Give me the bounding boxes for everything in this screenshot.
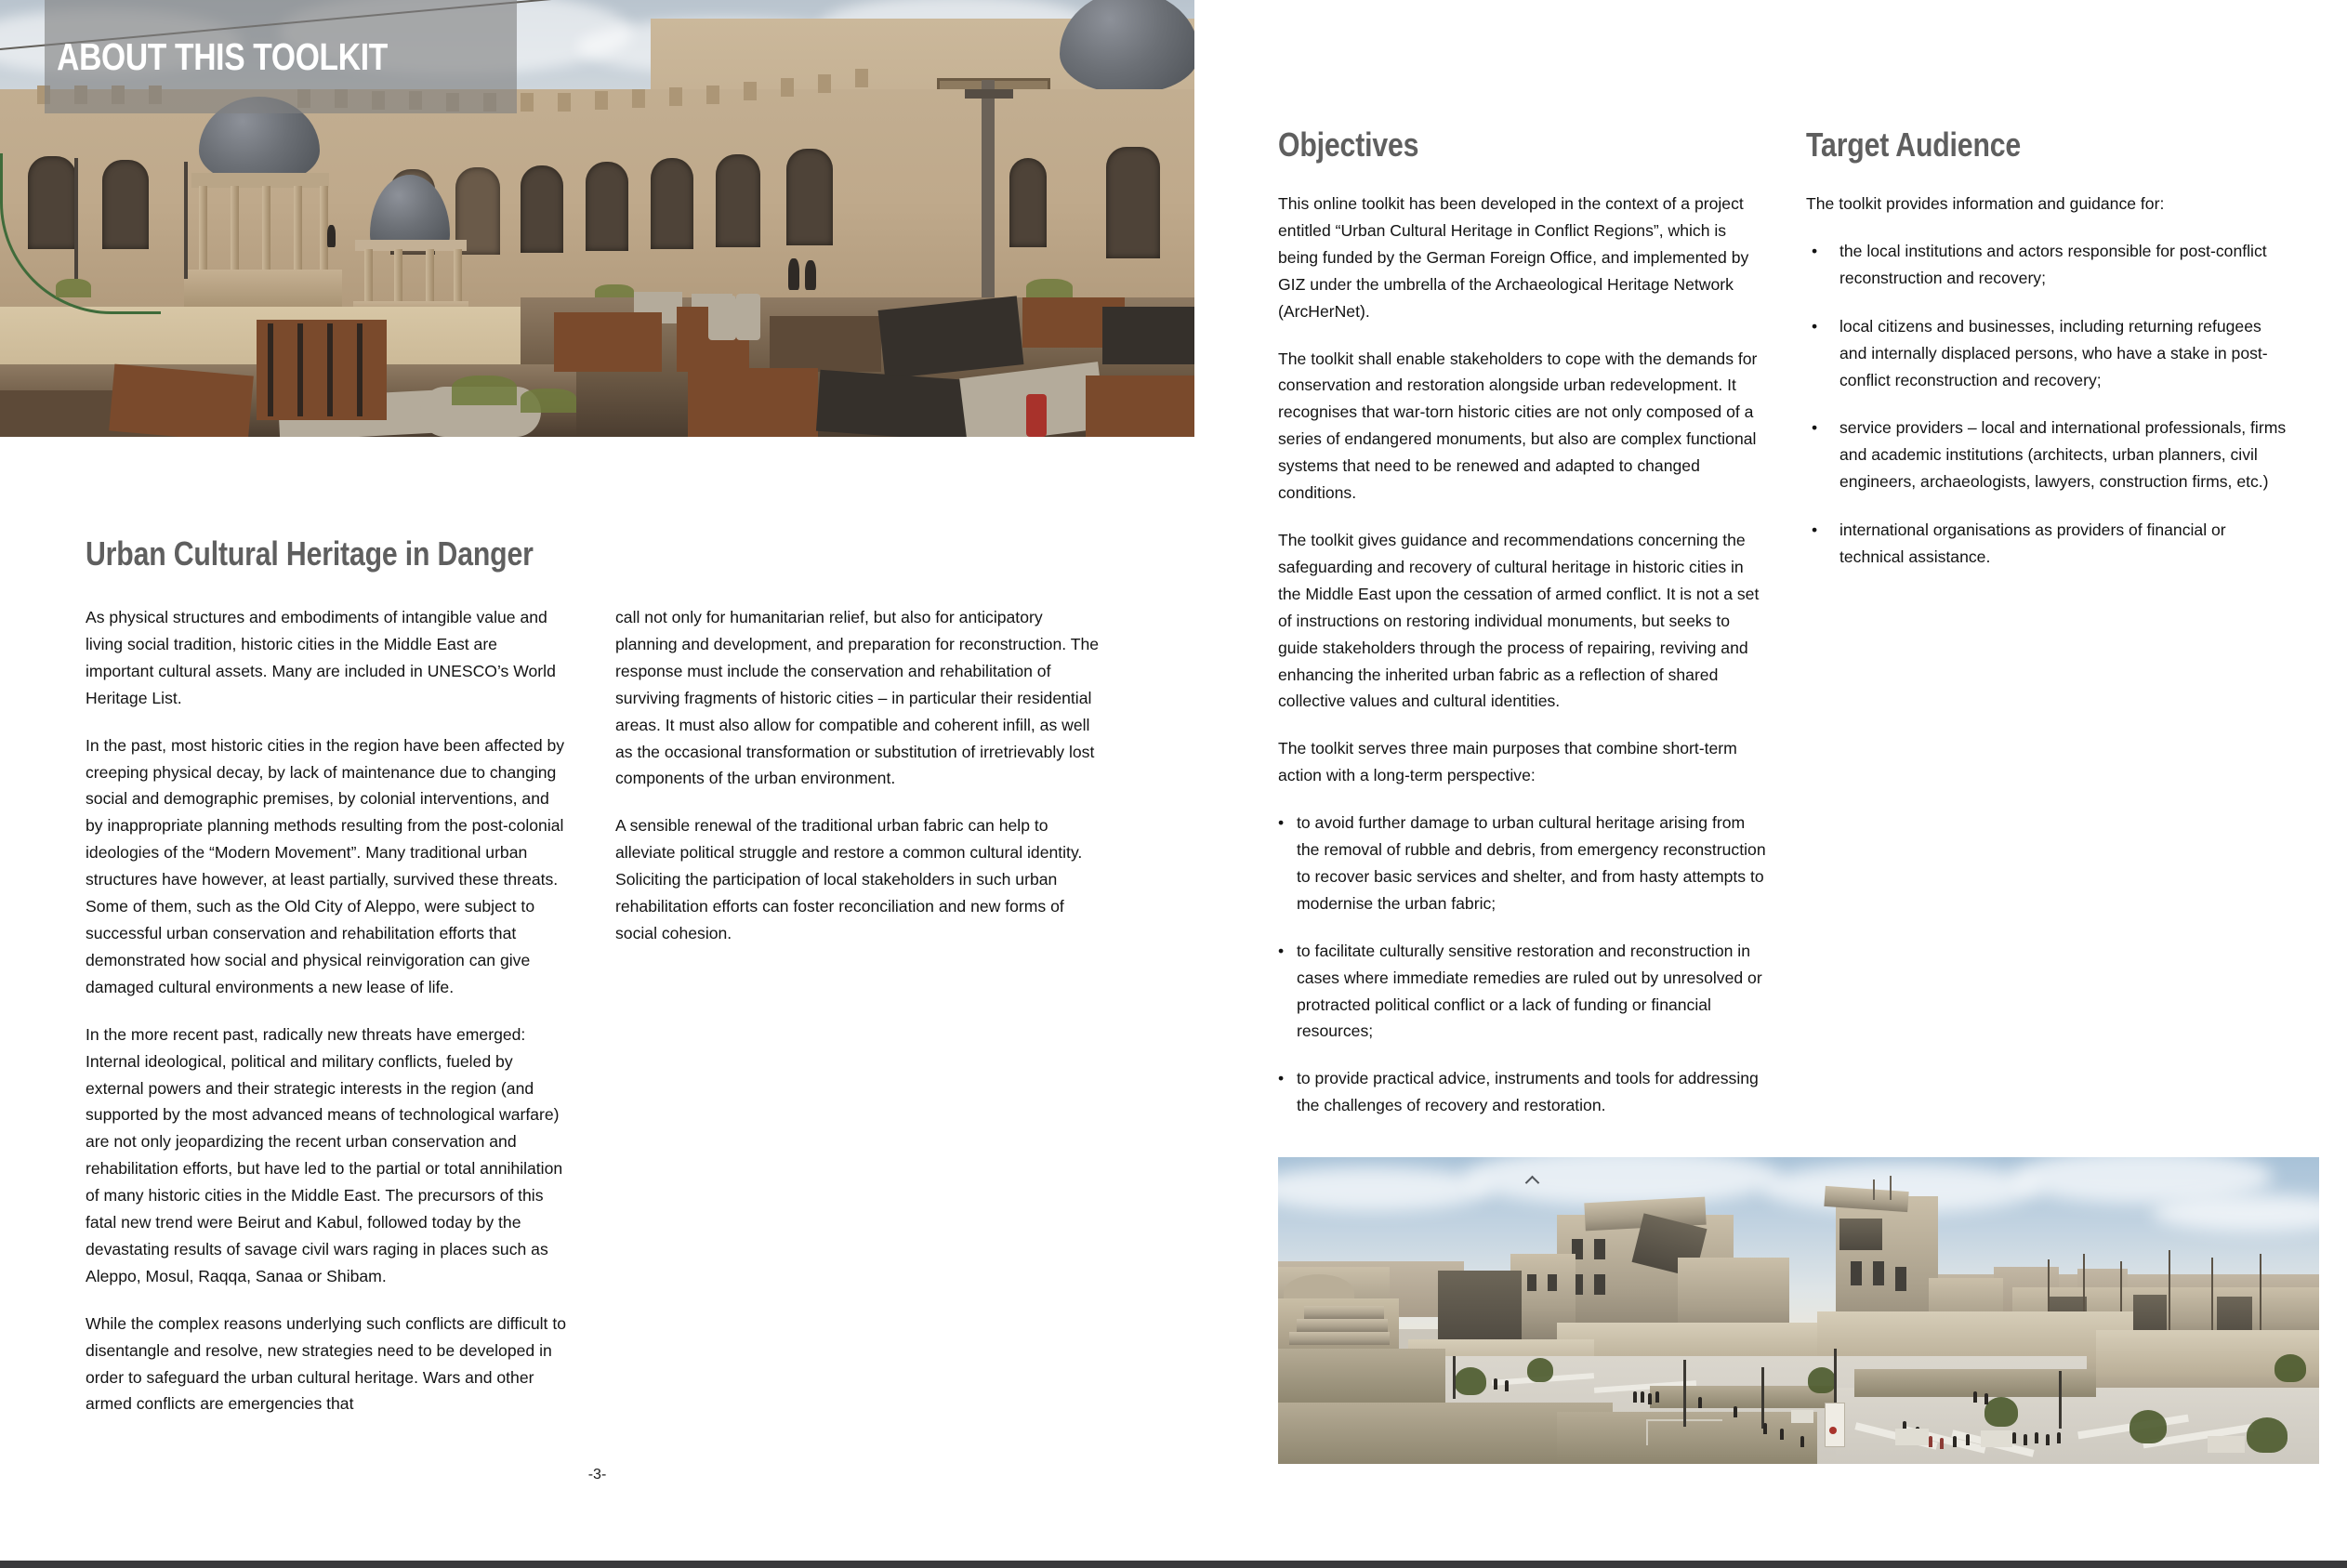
list-item: • the local institutions and actors responsible for post-conflict reconstruction and recovery; <box>1806 238 2289 292</box>
page-title: Urban Cultural Heritage in Danger <box>86 534 534 573</box>
target-audience-bullet-list <box>1806 238 2289 571</box>
paragraph: The toolkit serves three main purposes that combine short-term action with a long-term perspective: <box>1278 739 1737 785</box>
paragraph: This online toolkit has been developed in the context of a project entitled “Urban Cultural Heritage in Conflict Regions”, which is being funded by the German Foreign Office, and implemented by GIZ under the umbrella of the Archaeological Heritage Network (ArcHerNet). <box>1278 194 1749 321</box>
target-audience-column <box>1806 191 2289 571</box>
paragraph: In the past, most historic cities in the region have been affected by creeping physical decay, by lack of maintenance due to changing social and demographic premises, by colonial interventions, and by inappropriate planning methods resulting from the post-colonial ideologies of the “Modern Movement”. Many traditional urban structures have however, at least partially, survived these threats. Some of them, such as the Old City of Aleppo, were subject to successful urban conservation and rehabilitation efforts that demonstrated how social and physical reinvigoration can give damaged cultural environments a new lease of life. <box>86 735 565 996</box>
target-audience-heading: Target Audience <box>1806 125 2022 164</box>
list-item: • service providers – local and international professionals, firms and academic institutions (architects, urban planners, civil engineers, archaeologists, lawyers, construction firms, etc.) <box>1806 415 2289 495</box>
arcade-arch <box>786 149 833 245</box>
sign-board <box>1825 1403 1845 1447</box>
paragraph: The toolkit shall enable stakeholders to cope with the demands for conservation and restoration alongside urban redevelopment. It recognises that war-torn historic cities are not only composed of a series of endangered monuments, but also are complex functional systems that need to be renewed and adapted to changed conditions. <box>1278 349 1758 503</box>
figure <box>788 258 799 290</box>
paragraph: As physical structures and embodiments of intangible value and living social tradition, historic cities in the Middle East are important cultural assets. Many are included in UNESCO’s World Heritage List. <box>86 608 556 707</box>
objectives-heading: Objectives <box>1278 125 1419 164</box>
objectives-bullet-list <box>1278 810 1766 1119</box>
pole-crossarm <box>965 89 1013 99</box>
figure <box>805 260 816 290</box>
figure <box>327 225 336 247</box>
thin-pole <box>74 158 78 279</box>
thin-pole <box>184 162 188 279</box>
dome <box>1060 0 1194 93</box>
pavilion-cornice <box>191 173 329 188</box>
arcade-arch <box>1009 158 1047 247</box>
about-this-toolkit-banner <box>45 0 517 113</box>
hero-banner-title: ABOUT THIS TOOLKIT <box>57 34 388 78</box>
hero-photo-aleppo-mosque <box>0 0 1194 437</box>
page-number: -3- <box>587 1467 607 1482</box>
objectives-column <box>1278 191 1766 1119</box>
arcade-arch <box>651 158 693 249</box>
arcade-arch <box>1106 147 1160 258</box>
paragraph: A sensible renewal of the traditional urban fabric can help to alleviate political struggle and restore a common cultural identity. Soliciting the participation of local stakeholders in such urban rehabilitation efforts can foster reconciliation and new forms of social cohesion. <box>615 816 1083 942</box>
sign-symbol <box>1829 1427 1837 1434</box>
paragraph: call not only for humanitarian relief, but also for anticipatory planning and development, and preparation for reconstruction. The response must include the conservation and rehabilitation of surviving fragments of historic cities – in particular their residential areas. It must also allow for compatible and coherent infill, as well as the occasional transformation or substitution of irretrievably lost components of the urban environment. <box>615 608 1100 788</box>
destroyed-city-photo <box>1278 1157 2319 1464</box>
page-bottom-rule <box>0 1561 2347 1568</box>
paragraph: The toolkit gives guidance and recommendations concerning the safeguarding and recovery of cultural heritage in historic cities in the Middle East upon the cessation of armed conflict. It is not a set of instructions on restoring individual monuments, but seeks to guide stakeholders through the process of repairing, reviving and enhancing the inherited urban fabric as a reflection of shared collective values and cultural identities. <box>1278 530 1760 711</box>
list-item: • to avoid further damage to urban cultural heritage arising from the removal of rubble and debris, from emergency reconstruction to recover basic services and shelter, and from hasty attempts to modernise the urban fabric; <box>1278 810 1766 917</box>
arcade-arch <box>521 165 563 253</box>
list-item: • international organisations as providers of financial or technical assistance. <box>1806 517 2289 571</box>
left-column-a <box>86 604 569 1417</box>
left-section-heading-wrap <box>86 534 736 573</box>
left-column-b <box>615 604 1103 947</box>
target-audience-heading-wrap <box>1806 125 2327 165</box>
list-item: • to facilitate culturally sensitive restoration and reconstruction in cases where immediate remedies are ruled out by unresolved or protracted political conflict or a lack of funding or financial resources; <box>1278 938 1766 1046</box>
arcade-arch <box>716 154 760 247</box>
objectives-heading-wrap <box>1278 125 1799 165</box>
list-item: • local citizens and businesses, including returning refugees and internally displaced persons, who have a stake in post-conflict reconstruction and recovery; <box>1806 313 2289 394</box>
paragraph: The toolkit provides information and guidance for: <box>1806 194 2165 213</box>
paragraph: While the complex reasons underlying such conflicts are difficult to disentangle and resolve, new strategies need to be developed in order to safeguard the urban cultural heritage. Wars and other armed conflicts are emergencies that <box>86 1313 566 1414</box>
page-right-edge <box>2341 0 2347 1561</box>
arcade-arch <box>586 162 628 251</box>
paragraph: In the more recent past, radically new threats have emerged: Internal ideological, political and military conflicts, fueled by external powers and their strategic interests in the region (and supported by the most advanced means of technological warfare) are not only jeopardizing the recent urban conservation and rehabilitation efforts, but have led to the partial or total annihilation of many historic cities in the Middle East. The precursors of this fatal new trend were Beirut and Kabul, followed today by the devastating results of savage civil wars raging in places such as Aleppo, Mosul, Raqqa, Sanaa or Shibam. <box>86 1024 563 1285</box>
list-item: • to provide practical advice, instruments and tools for addressing the challenges of recovery and restoration. <box>1278 1065 1766 1119</box>
